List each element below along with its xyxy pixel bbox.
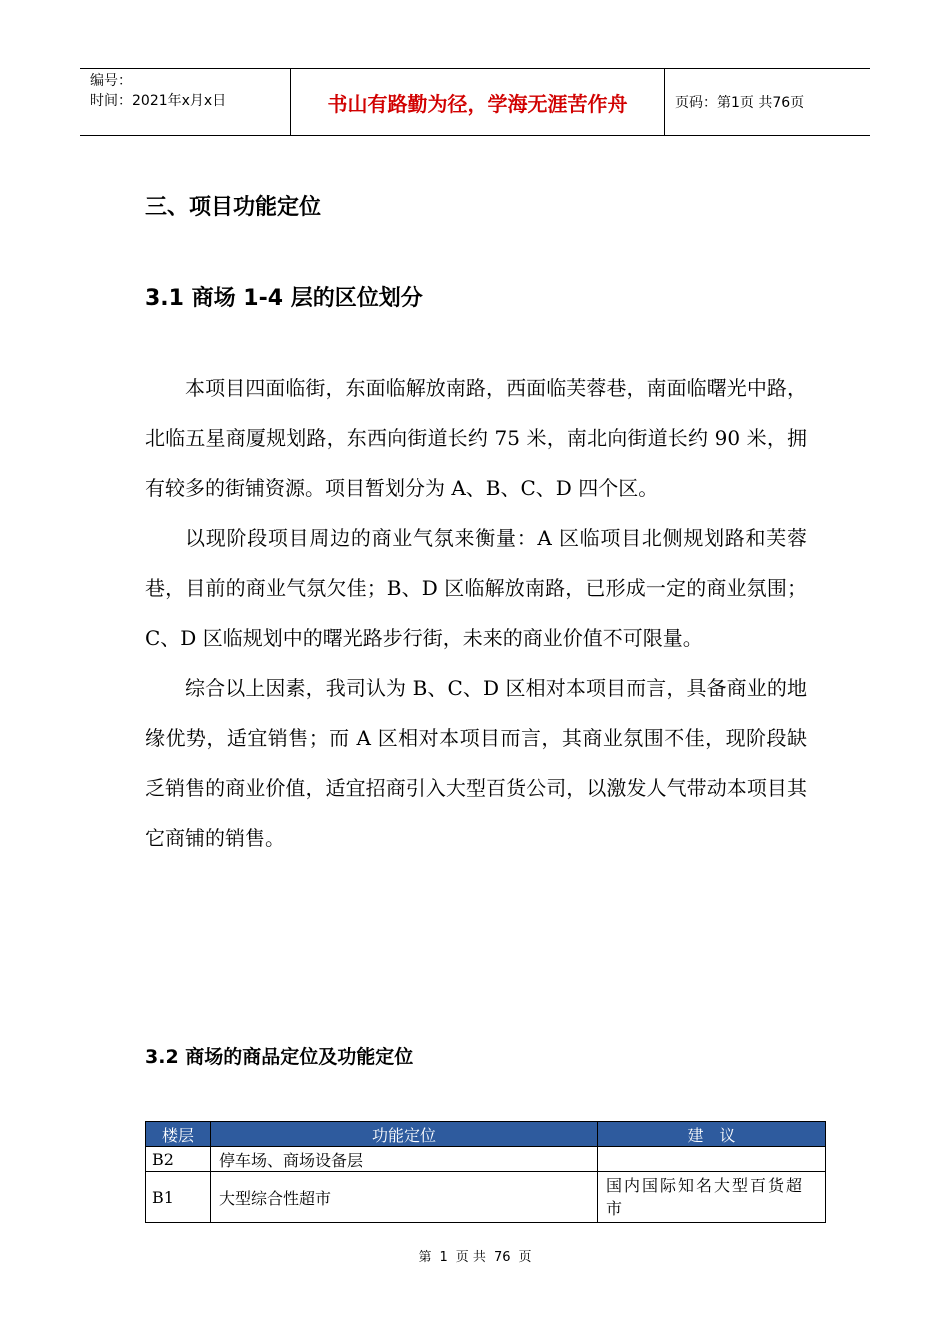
table-row [146,1147,826,1172]
paragraph-2: 以现阶段项目周边的商业气氛来衡量：A 区临项目北侧规划路和芙蓉巷，目前的商业气氛欠佳；B、D 区临解放南路，已形成一定的商业氛围；C、D 区临规划中的曙光路步行街，未来的商业价值不可限量。 [145,526,807,650]
footer-suffix: 页 [518,1250,532,1265]
col-header-function: 功能定位 [211,1122,598,1147]
footer-mid: 页 共 [455,1250,486,1265]
cell-suggestion: 国内国际知名大型百货超市 [598,1172,826,1223]
cell-suggestion [598,1147,826,1172]
cell-function: 大型综合性超市 [211,1172,598,1223]
header-number: 编号： [90,73,132,89]
header-meta [80,69,291,136]
subsection-heading-1: 3.1 商场 1-4 层的区位划分 [145,286,423,311]
page-footer [0,1246,950,1265]
function-table [145,1121,826,1223]
col-header-floor: 楼层 [146,1122,211,1147]
col-header-suggestion: 建 议 [598,1122,826,1147]
table-header-row [146,1122,826,1147]
paragraph-1: 本项目四面临街，东面临解放南路，西面临芙蓉巷，南面临曙光中路，北临五星商厦规划路，东西向街道长约 75 米，南北向街道长约 90 米，拥有较多的街铺资源。项目暂划分为 A、B、C、D 四个区。 [145,376,807,500]
paragraph-3: 综合以上因素，我司认为 B、C、D 区相对本项目而言，具备商业的地缘优势，适宜销售；而 A 区相对本项目而言，其商业氛围不佳，现阶段缺乏销售的商业价值，适宜招商引入大型百货公司，以激发人气带动本项目其它商铺的销售。 [145,676,807,850]
header-time: 时间：2021年x月x日 [90,93,227,109]
page-header [80,68,870,136]
cell-floor: B1 [146,1172,211,1223]
header-motto: 书山有路勤为径，学海无涯苦作舟 [327,91,628,116]
cell-floor: B2 [146,1147,211,1172]
footer-total-pages: 76 [493,1250,511,1265]
section-heading: 三、项目功能定位 [145,195,322,220]
body-text [145,363,807,863]
table-row [146,1172,826,1223]
header-page-info: 页码：第1页 共76页 [665,69,871,136]
footer-page-number: 1 [439,1250,448,1265]
subsection-heading-2: 3.2 商场的商品定位及功能定位 [145,1046,414,1068]
footer-prefix: 第 [418,1250,432,1265]
header-motto-cell [291,69,665,136]
cell-function: 停车场、商场设备层 [211,1147,598,1172]
